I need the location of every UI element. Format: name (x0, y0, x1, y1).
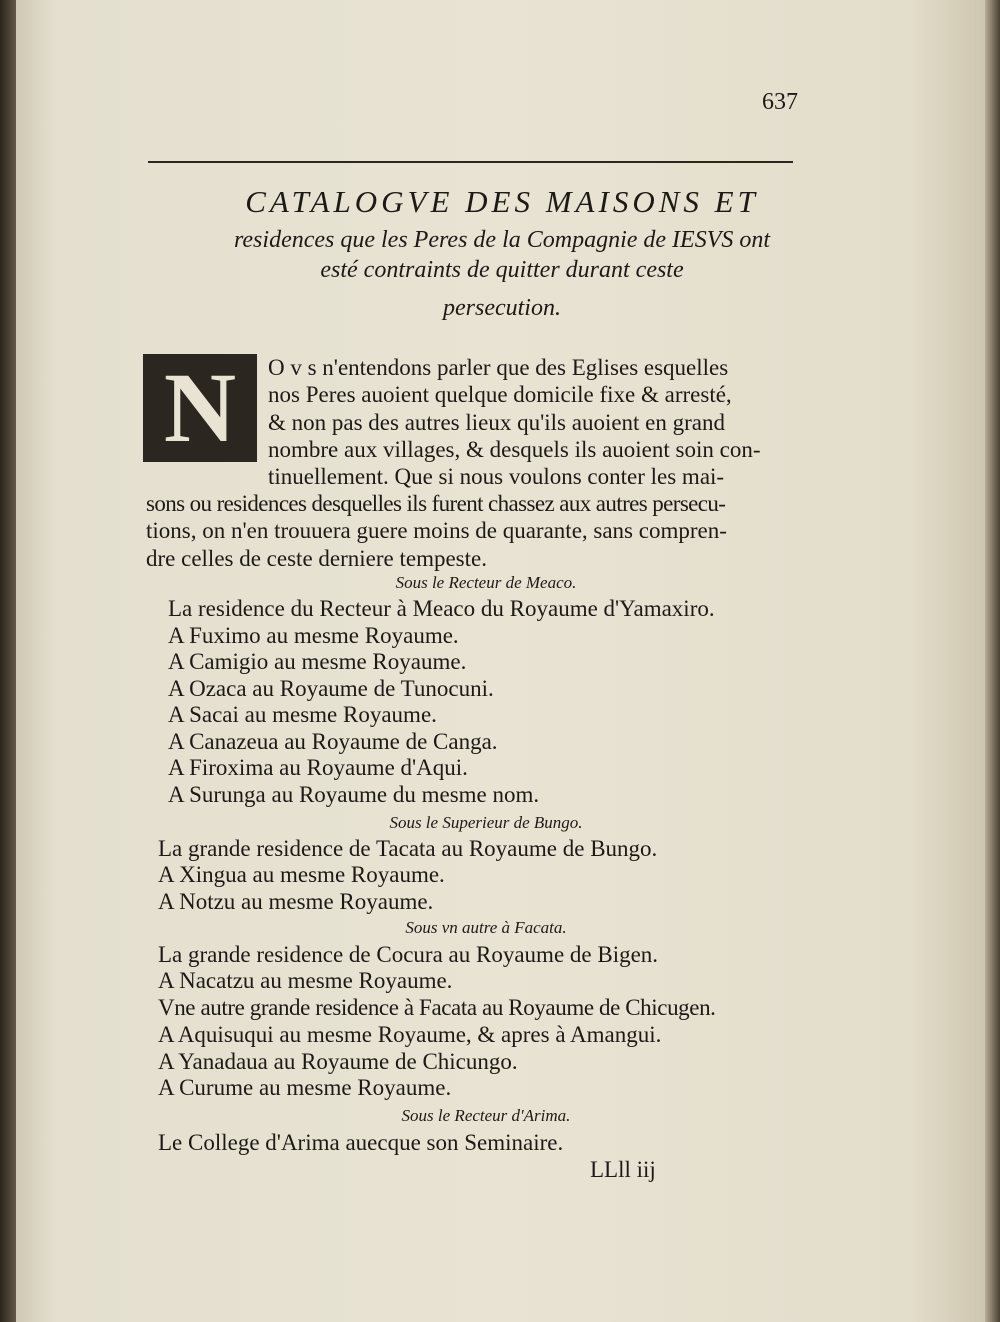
title-line-1: CATALOGVE DES MAISONS ET (245, 184, 759, 219)
list-entry: A Camigio au mesme Royaume. (168, 649, 467, 674)
list-entry: A Fuximo au mesme Royaume. (168, 623, 459, 648)
list-entry: A Aquisuqui au mesme Royaume, & apres à Amangui. (158, 1022, 662, 1047)
title-line-2: residences que les Peres de la Compagnie de IESVS ont (233, 227, 771, 253)
paragraph-line: sons ou residences desquelles ils furent chassez aux autres persecu- (146, 491, 726, 516)
list-entry: La residence du Recteur à Meaco du Royaume d'Yamaxiro. (168, 596, 715, 621)
section-heading: Sous le Recteur de Meaco. (395, 573, 577, 592)
drop-cap-letter: N (163, 352, 237, 463)
paragraph-line: nombre aux villages, & desquels ils auoient soin con- (268, 437, 761, 462)
list-entry: A Sacai au mesme Royaume. (168, 702, 437, 727)
list-entry: Le College d'Arima auecque son Seminaire. (158, 1130, 564, 1155)
paragraph-line: tions, on n'en trouuera guere moins de quarante, sans compren- (146, 518, 727, 543)
list-entry: A Yanadaua au Royaume de Chicungo. (158, 1049, 518, 1074)
list-entry: A Notzu au mesme Royaume. (158, 889, 434, 914)
page-edge (985, 0, 1000, 1322)
list-entry: A Curume au mesme Royaume. (158, 1075, 452, 1100)
list-entry: A Firoxima au Royaume d'Aqui. (168, 755, 468, 780)
title-line-3: esté contraints de quitter durant ceste (320, 257, 684, 283)
book-page (16, 0, 988, 1322)
paragraph-line: & non pas des autres lieux qu'ils auoient en grand (268, 410, 726, 435)
page-number: 637 (762, 89, 798, 115)
paragraph-line: nos Peres auoient quelque domicile fixe & arresté, (268, 382, 732, 407)
paragraph-line: O v s n'entendons parler que des Eglises esquelles (268, 355, 729, 380)
paragraph-line: tinuellement. Que si nous voulons conter les mai- (268, 464, 725, 489)
signature-mark: LLll iij (590, 1157, 656, 1182)
list-entry: A Canazeua au Royaume de Canga. (168, 729, 498, 754)
section-heading: Sous le Superieur de Bungo. (389, 813, 583, 832)
ornamental-drop-cap (143, 354, 257, 462)
list-entry: La grande residence de Cocura au Royaume de Bigen. (158, 942, 659, 967)
header-rule (148, 161, 793, 163)
list-entry: A Nacatzu au mesme Royaume. (158, 968, 453, 993)
title-line-4: persecution. (443, 295, 561, 321)
list-entry: A Surunga au Royaume du mesme nom. (168, 782, 540, 807)
section-heading: Sous vn autre à Facata. (405, 918, 567, 937)
list-entry: Vne autre grande residence à Facata au Royaume de Chicugen. (158, 995, 716, 1020)
paragraph-line: dre celles de ceste derniere tempeste. (146, 546, 487, 571)
section-heading: Sous le Recteur d'Arima. (401, 1106, 571, 1125)
list-entry: La grande residence de Tacata au Royaume de Bungo. (158, 836, 658, 861)
list-entry: A Ozaca au Royaume de Tunocuni. (168, 676, 494, 701)
list-entry: A Xingua au mesme Royaume. (158, 862, 445, 887)
